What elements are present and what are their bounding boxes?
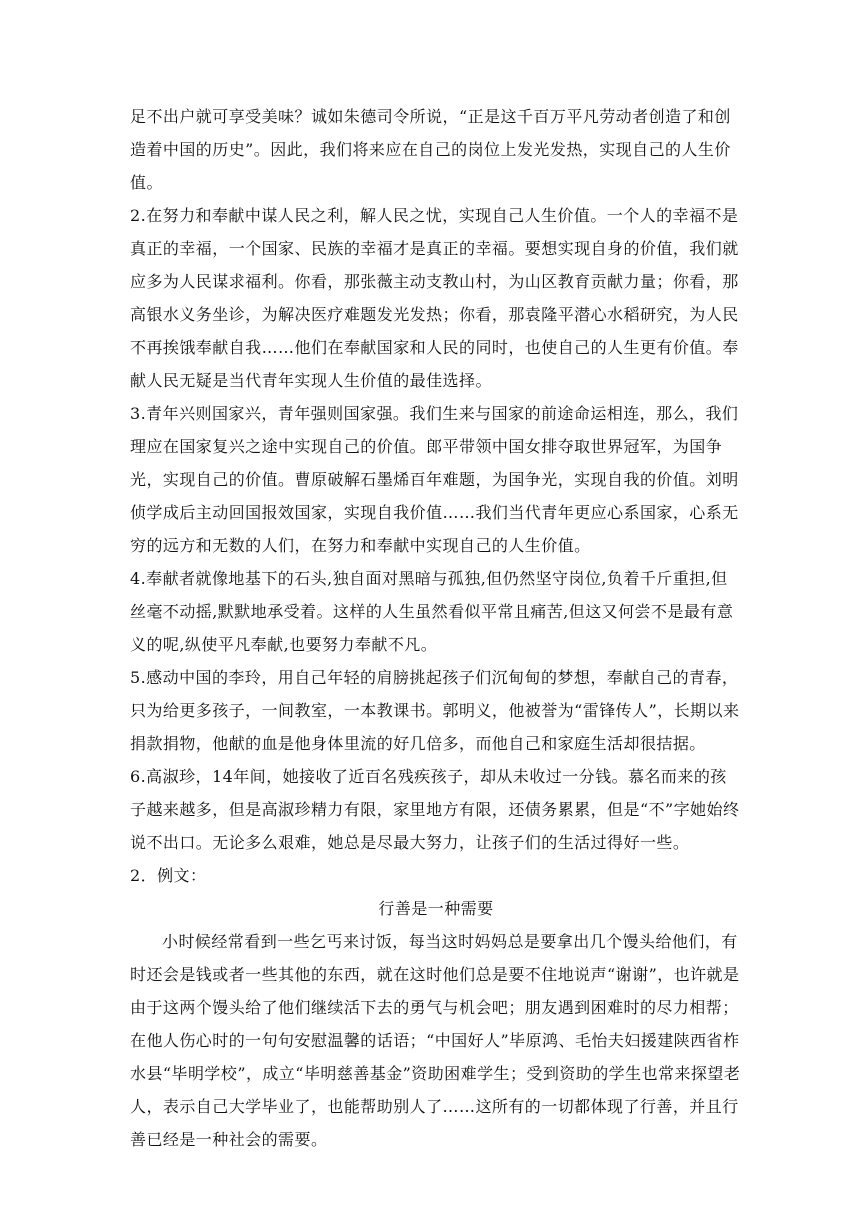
essay-title: 行善是一种需要 (378, 899, 494, 918)
essay-paragraph: 小时候经常看到一些乞丐来讨饭，每当这时妈妈总是要拿出几个馒头给他们，有时还会是钱或者一些其他的东西，就在这时他们总是要不住地说声“谢谢”，也许就是由于这两个馒头给了他们继续活下去的勇气与机会吧；朋友遇到困难时的尽力相帮；在他人伤心时的一句句安慰温馨的话语；“中国好人”毕原鸿、毛怡夫妇援建陕西省柞水县“毕明学校”，成立“毕明慈善基金”资助困难学生；受到资助的学生也常来探望老人，表示自己大学毕业了，也能帮助别人了……这所有的一切都体现了行善，并且行善已经是一种社会的需要。 (130, 932, 741, 1149)
paragraph-point-5: 5.感动中国的李玲，用自己年轻的肩膀挑起孩子们沉甸甸的梦想，奉献自己的青春，只为给更多孩子，一间教室，一本教课书。郭明义，他被誉为“雷锋传人”，长期以来捐款捐物，他献的血是他身体里流的好几倍多，而他自己和家庭生活却很拮据。 (130, 668, 740, 753)
paragraph-point-3: 3.青年兴则国家兴，青年强则国家强。我们生来与国家的前途命运相连，那么，我们理应在国家复兴之途中实现自己的价值。郎平带领中国女排夺取世界冠军，为国争光，实现自己的价值。曹原破解石墨烯百年难题，为国争光，实现自我的价值。刘明侦学成后主动回国报效国家，实现自我价值……我们当代青年更应心系国家，心系无穷的远方和无数的人们，在努力和奉献中实现自己的人生价值。 (130, 404, 739, 555)
paragraph-continuation: 足不出户就可享受美味？诚如朱德司令所说，“正是这千百万平凡劳动者创造了和创造着中国的历史”。因此，我们将来应在自己的岗位上发光发热，实现自己的人生价值。 (130, 107, 731, 192)
paragraph-point-4: 4.奉献者就像地基下的石头,独自面对黑暗与孤独,但仍然坚守岗位,负着千斤重担,但丝毫不动摇,默默地承受着。这样的人生虽然看似平常且痛苦,但这又何尝不是最有意义的呢,纵使平凡奉献,也要努力奉献不凡。 (130, 569, 734, 654)
section-label-example: 2．例文： (130, 866, 207, 885)
paragraph-point-6: 6.高淑珍，14年间，她接收了近百名残疾孩子，却从未收过一分钱。慕名而来的孩子越来越多，但是高淑珍精力有限，家里地方有限，还债务累累，但是“不”字她始终说不出口。无论多么艰难，她总是尽最大努力，让孩子们的生活过得好一些。 (130, 767, 740, 852)
paragraph-point-2: 2.在努力和奉献中谋人民之利，解人民之忧，实现自己人生价值。一个人的幸福不是真正的幸福，一个国家、民族的幸福才是真正的幸福。要想实现自身的价值，我们就应多为人民谋求福利。你看，那张薇主动支教山村，为山区教育贡献力量；你看，那高银水义务坐诊，为解决医疗难题发光发热；你看，那袁隆平潜心水稻研究，为人民不再挨饿奉献自我……他们在奉献国家和人民的同时，也使自己的人生更有价值。奉献人民无疑是当代青年实现人生价值的最佳选择。 (130, 206, 739, 390)
document-body (130, 100, 742, 1156)
